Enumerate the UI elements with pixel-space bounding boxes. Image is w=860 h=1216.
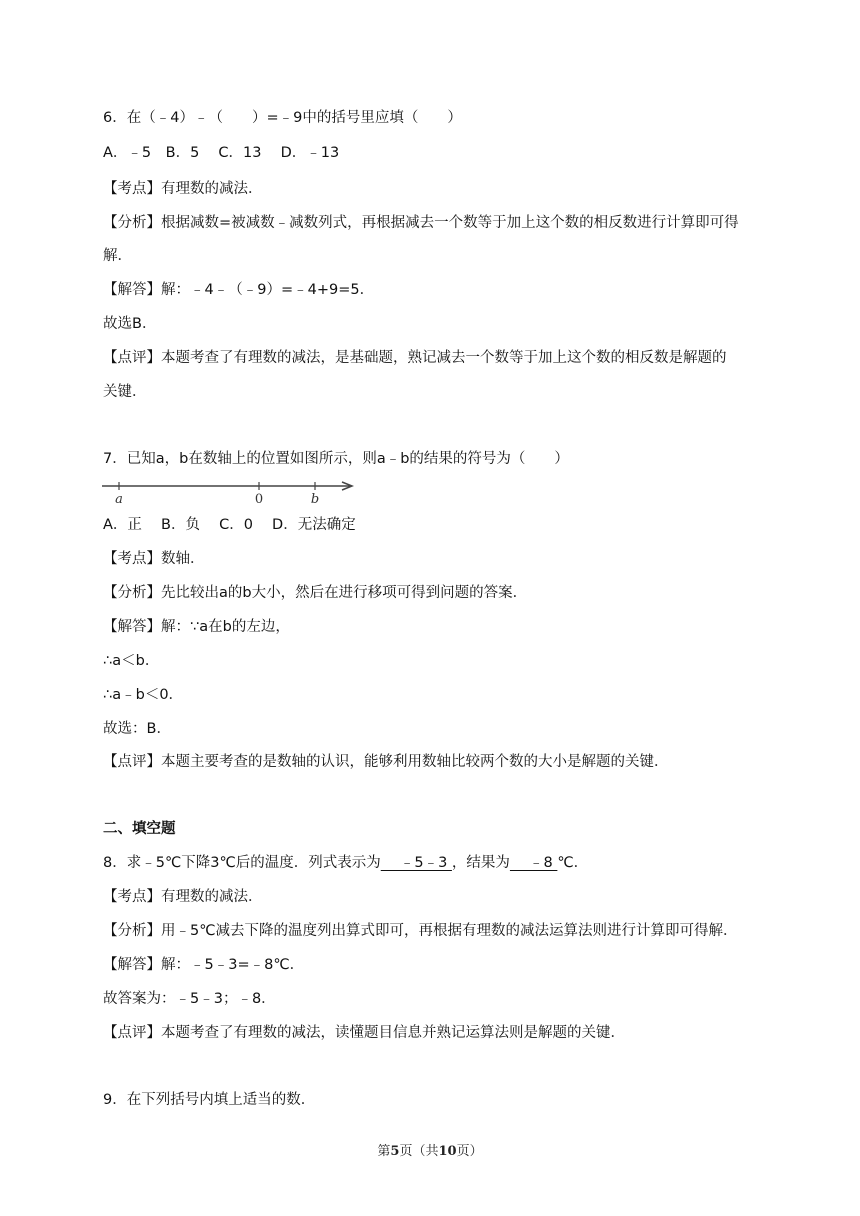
number-line-figure [100,476,360,508]
q8-question [103,853,800,873]
q8-blank-2: ﹣8 [509,855,558,871]
q7-step-1: ∴a＜b． [103,653,160,669]
q8-fenxi: 【分析】用﹣5℃减去下降的温度列出算式即可，再根据有理数的减法运算法则进行计算即可得解． [103,923,738,939]
q9-question: 9．在下列括号内填上适当的数． [103,1092,316,1108]
q6-fenxi-cont: 解． [103,248,132,264]
label-a: a [115,492,123,507]
q7-dianping: 【点评】本题主要考查的是数轴的认识，能够利用数轴比较两个数的大小是解题的关键． [103,754,669,770]
q6-kaodian: 【考点】有理数的减法． [103,181,263,197]
label-b: b [310,492,320,507]
q8-question-mid: ，结果为 [451,855,510,871]
q6-fenxi: 【分析】根据减数=被减数﹣减数列式，再根据减去一个数等于加上这个数的相反数进行计算即可得 [103,215,739,231]
q6-options: A．﹣5 B．5 C．13 D．﹣13 [103,145,340,161]
q8-question-pre: 8．求﹣5℃下降3℃后的温度．列式表示为 [103,855,381,871]
footer-post: 页） [456,1144,483,1159]
q7-fenxi: 【分析】先比较出a的b大小，然后在进行移项可得到问题的答案． [103,585,528,601]
page-footer [0,1140,860,1159]
q7-answer: 故选：B． [103,721,171,737]
q7-question: 7．已知a，b在数轴上的位置如图所示，则a﹣b的结果的符号为（ ） [103,451,569,467]
q8-dianping: 【点评】本题考查了有理数的减法，读懂题目信息并熟记运算法则是解题的关键． [103,1025,625,1041]
footer-pre: 第 [377,1144,391,1159]
q6-dianping-cont: 关键． [103,384,147,400]
q8-jieda: 【解答】解：﹣5﹣3=﹣8℃． [103,957,305,973]
q6-answer: 故选B． [103,316,157,332]
label-zero: 0 [254,492,264,507]
q6-question: 6．在（﹣4）﹣（ ）=﹣9中的括号里应填（ ） [103,110,462,126]
footer-total-pages: 10 [438,1144,457,1159]
q7-options: A．正 B．负 C．0 D．无法确定 [103,517,356,533]
q7-step-2: ∴a﹣b＜0． [103,687,184,703]
q8-answer: 故答案为：﹣5﹣3；﹣8． [103,991,276,1007]
footer-page-number: 5 [390,1144,400,1159]
q7-jieda: 【解答】解：∵a在b的左边， [103,619,290,635]
section-title: 二、填空题 [103,821,176,837]
q8-question-post: ℃． [557,855,589,871]
q6-jieda: 【解答】解：﹣4﹣（﹣9）=﹣4+9=5． [103,282,375,298]
q8-blank-1: ﹣5﹣3 [380,855,452,871]
q8-kaodian: 【考点】有理数的减法． [103,889,263,905]
footer-mid: 页（共 [399,1144,439,1159]
q6-dianping: 【点评】本题考查了有理数的减法，是基础题，熟记减去一个数等于加上这个数的相反数是解题的 [103,350,727,366]
q7-kaodian: 【考点】数轴． [103,551,205,567]
